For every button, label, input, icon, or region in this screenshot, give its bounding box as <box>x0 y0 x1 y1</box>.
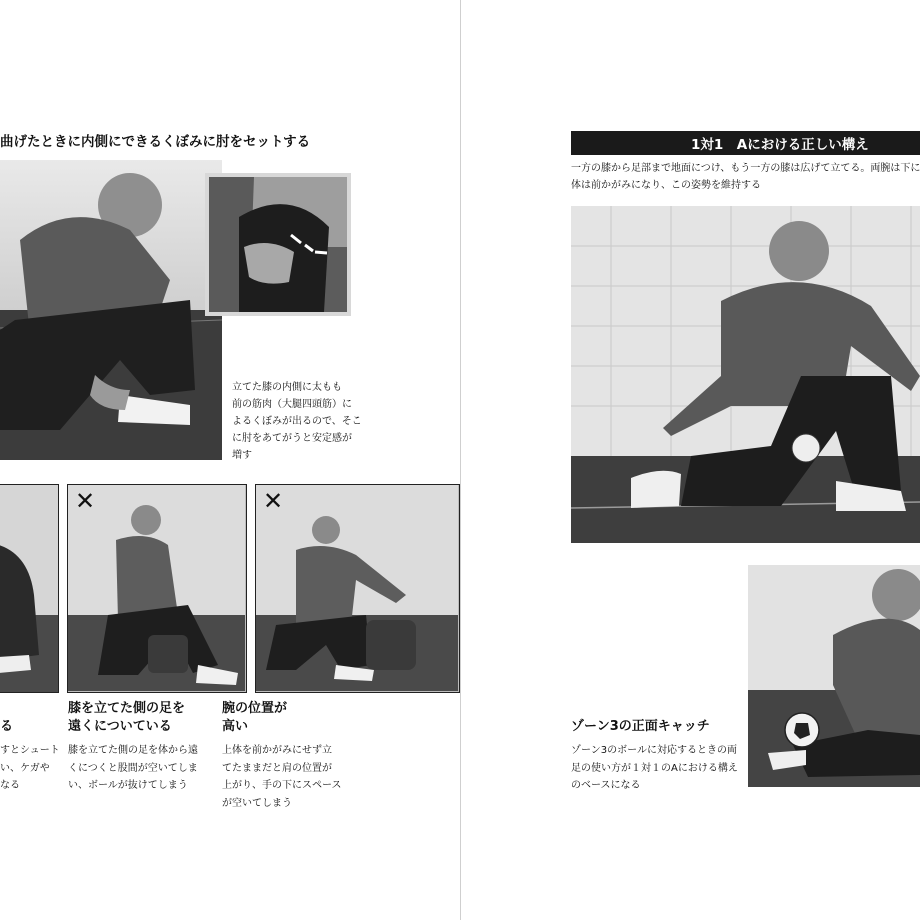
intro-text <box>571 160 920 194</box>
caption-line: 立てた膝の内側に太もも <box>232 382 342 393</box>
panel-3-title <box>222 700 352 736</box>
intro-line: 一方の膝から足部まで地面につけ、もう一方の膝は広げて立てる。両腕は下に <box>571 163 920 174</box>
catch-caption <box>571 718 746 795</box>
body-line: ゾーン3のボールに対応するときの両 <box>571 745 737 756</box>
panel-photo-3 <box>255 484 460 693</box>
body-line: くにつくと股間が空いてしま <box>68 762 198 774</box>
body-line: い、ケガや <box>0 762 50 774</box>
body-line: てたままだと肩の位置が <box>222 762 332 774</box>
panel-2-title <box>68 700 218 736</box>
panel-1-title: る <box>0 719 14 734</box>
body-line: なる <box>0 780 20 791</box>
body-line: すとシュート <box>0 745 60 756</box>
body-line: 足の使い方が１対１のAにおける構え <box>571 762 738 774</box>
inset-caption <box>232 379 362 464</box>
caption-line: に肘をあてがうと安定感が <box>232 433 352 444</box>
caption-line: 前の筋肉（大腿四頭筋）に <box>232 399 352 410</box>
title-line: 腕の位置が <box>222 701 288 716</box>
photo-zone3-catch <box>748 565 920 787</box>
intro-line: 体は前かがみになり、この姿勢を維持する <box>571 180 761 191</box>
ng-x-icon: ✕ <box>75 487 96 515</box>
section-title-bar: 1対1 Aにおける正しい構え <box>571 131 920 155</box>
left-heading: 曲げたときに内側にできるくぼみに肘をセットする <box>0 134 311 150</box>
inset-photo-knee-detail <box>205 173 351 316</box>
panel-photo-1 <box>0 484 59 693</box>
title-line: 膝を立てた側の足を <box>68 701 186 716</box>
panel-3-body <box>222 742 352 812</box>
ng-x-icon: ✕ <box>263 487 284 515</box>
panel-caption-3 <box>222 700 352 812</box>
page-gutter <box>460 0 461 920</box>
caption-line: 増す <box>232 450 252 461</box>
main-photo-correct-stance <box>571 206 920 543</box>
catch-body <box>571 742 746 795</box>
body-line: のベースになる <box>571 780 641 791</box>
panel-caption-2 <box>68 700 218 795</box>
panel-1-body <box>0 742 60 795</box>
title-line: 高い <box>222 719 249 734</box>
panel-2-body <box>68 742 218 795</box>
body-line: 上体を前かがみにせず立 <box>222 745 332 756</box>
body-line: 上がり、手の下にスペース <box>222 780 342 791</box>
main-photo-kneeling <box>0 160 222 460</box>
title-line: 遠くについている <box>68 719 172 734</box>
panel-caption-1 <box>0 718 60 795</box>
body-line: 膝を立てた側の足を体から遠 <box>68 745 198 756</box>
body-line: が空いてしまう <box>222 797 292 809</box>
caption-line: よるくぼみが出るので、そこ <box>232 416 362 427</box>
body-line: い、ボールが抜けてしまう <box>68 780 188 791</box>
catch-title: ゾーン3の正面キャッチ <box>571 719 710 734</box>
panel-photo-2 <box>67 484 247 693</box>
